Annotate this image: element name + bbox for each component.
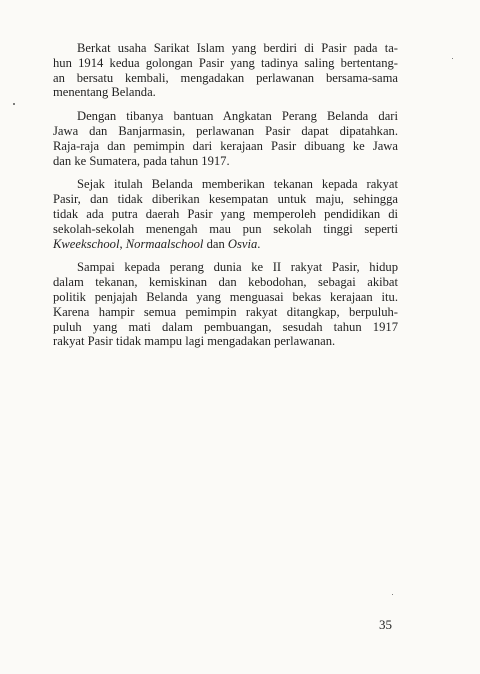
paragraph-3 [53,177,398,251]
text-line: Karena hampir semua pemimpin rakyat ditangkap, berpuluh- [53,304,398,319]
paragraph-1 [53,41,398,100]
text-line: dan ke Sumatera, pada tahun 1917. [53,153,230,168]
text-line: Dengan tibanya bantuan Angkatan Perang Belanda dari [77,109,398,124]
school-name: Kweekschool [53,236,120,251]
page-number: 35 [379,617,392,632]
text-line: rakyat Pasir tidak mampu lagi mengadakan perlawanan. [53,334,336,349]
paragraph-2 [53,109,398,168]
text-line: Pasir, dan tidak diberikan kesempatan untuk maju, sehingga [53,192,398,207]
text-line: Berkat usaha Sarikat Islam yang berdiri di Pasir pada ta- [77,41,398,55]
text-line: puluh yang mati dalam pembuangan, sesudah tahun 1917 [53,319,398,334]
connector-word: dan [203,236,228,251]
school-name: Normaalschool [125,236,204,251]
text-line [53,237,398,252]
body-text [53,41,398,358]
text-line: menentang Belanda. [53,85,156,100]
text-line: an bersatu kembali, mengadakan perlawanan bersama-sama [53,70,398,85]
text-line: Sampai kepada perang dunia ke II rakyat Pasir, hidup [77,260,398,275]
text-line: politik penjajah Belanda yang menguasai bekas kerajaan itu. [53,289,398,304]
scan-speck [392,594,393,595]
text-line: Raja-raja dan pemimpin dari kerajaan Pasir dibuang ke Jawa [53,138,398,153]
text-line: hun 1914 kedua golongan Pasir yang tadinya saling bertentang- [53,55,398,70]
paragraph-4 [53,260,398,349]
scan-speck [13,103,15,105]
text-line: sekolah-sekolah menengah mau pun sekolah tinggi seperti [53,221,398,236]
period: . [257,236,261,251]
text-line: Sejak itulah Belanda memberikan tekanan kepada rakyat [77,177,398,192]
text-line: tidak ada putra daerah Pasir yang memperoleh pendidikan di [53,206,398,221]
scan-speck [452,58,453,59]
school-name: Osvia [227,236,258,251]
separator: , [119,236,126,251]
text-line: Jawa dan Banjarmasin, perlawanan Pasir dapat dipatahkan. [53,123,398,138]
text-line: dalam tekanan, kemiskinan dan kebodohan, sebagai akibat [53,275,398,290]
